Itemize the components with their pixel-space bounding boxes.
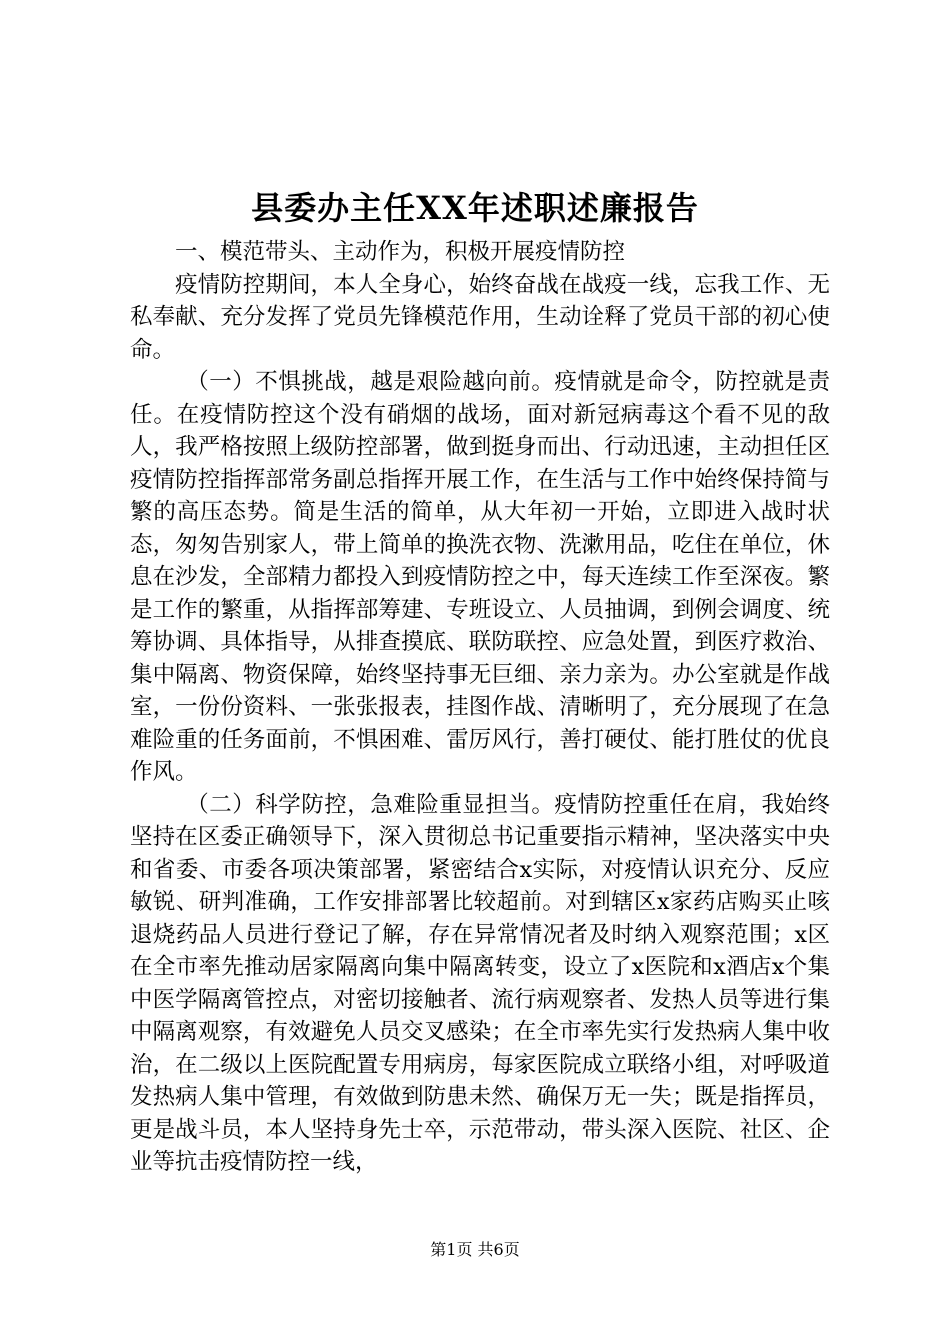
- page-number-footer: 第1页 共6页: [430, 1240, 520, 1259]
- paragraph-subsection-1: （一）不惧挑战，越是艰险越向前。疫情就是命令，防控就是责任。在疫情防控这个没有硝烟的战场，面对新冠病毒这个看不见的敌人，我严格按照上级防控部署，做到挺身而出、行动迅速，主动担任区疫情防控指挥部常务副总指挥开展工作，在生活与工作中始终保持简与繁的高压态势。简是生活的简单，从大年初一开始，立即进入战时状态，匆匆告别家人，带上简单的换洗衣物、洗漱用品，吃住在单位，休息在沙发，全部精力都投入到疫情防控之中，每天连续工作至深夜。繁是工作的繁重，从指挥部筹建、专班设立、人员抽调，到例会调度、统筹协调、具体指导，从排查摸底、联防联控、应急处置，到医疗救治、集中隔离、物资保障，始终坚持事无巨细、亲力亲为。办公室就是作战室，一份份资料、一张张报表，挂图作战、清晰明了，充分展现了在急难险重的任务面前，不惧困难、雷厉风行，善打硬仗、能打胜仗的优良作风。: [130, 369, 830, 785]
- section-heading: 一、模范带头、主动作为，积极开展疫情防控: [175, 239, 626, 265]
- paragraph-intro: 疫情防控期间，本人全身心，始终奋战在战疫一线，忘我工作、无私奉献、充分发挥了党员先锋模范作用，生动诠释了党员干部的初心使命。: [130, 271, 830, 363]
- paragraph-subsection-2: （二）科学防控，急难险重显担当。疫情防控重任在肩，我始终坚持在区委正确领导下，深入贯彻总书记重要指示精神，坚决落实中央和省委、市委各项决策部署，紧密结合x实际，对疫情认识充分、反应敏锐、研判准确，工作安排部署比较超前。对到辖区x家药店购买止咳退烧药品人员进行登记了解，存在异常情况者及时纳入观察范围；x区在全市率先推动居家隔离向集中隔离转变，设立了x医院和x酒店x个集中医学隔离管控点，对密切接触者、流行病观察者、发热人员等进行集中隔离观察，有效避免人员交叉感染；在全市率先实行发热病人集中收治，在二级以上医院配置专用病房，每家医院成立联络小组，对呼吸道发热病人集中管理，有效做到防患未然、确保万无一失；既是指挥员，更是战斗员，本人坚持身先士卒，示范带动，带头深入医院、社区、企业等抗击疫情防控一线，: [130, 791, 830, 1175]
- document-title: 县委办主任XX年述职述廉报告: [251, 189, 699, 227]
- document-body: [130, 236, 830, 1179]
